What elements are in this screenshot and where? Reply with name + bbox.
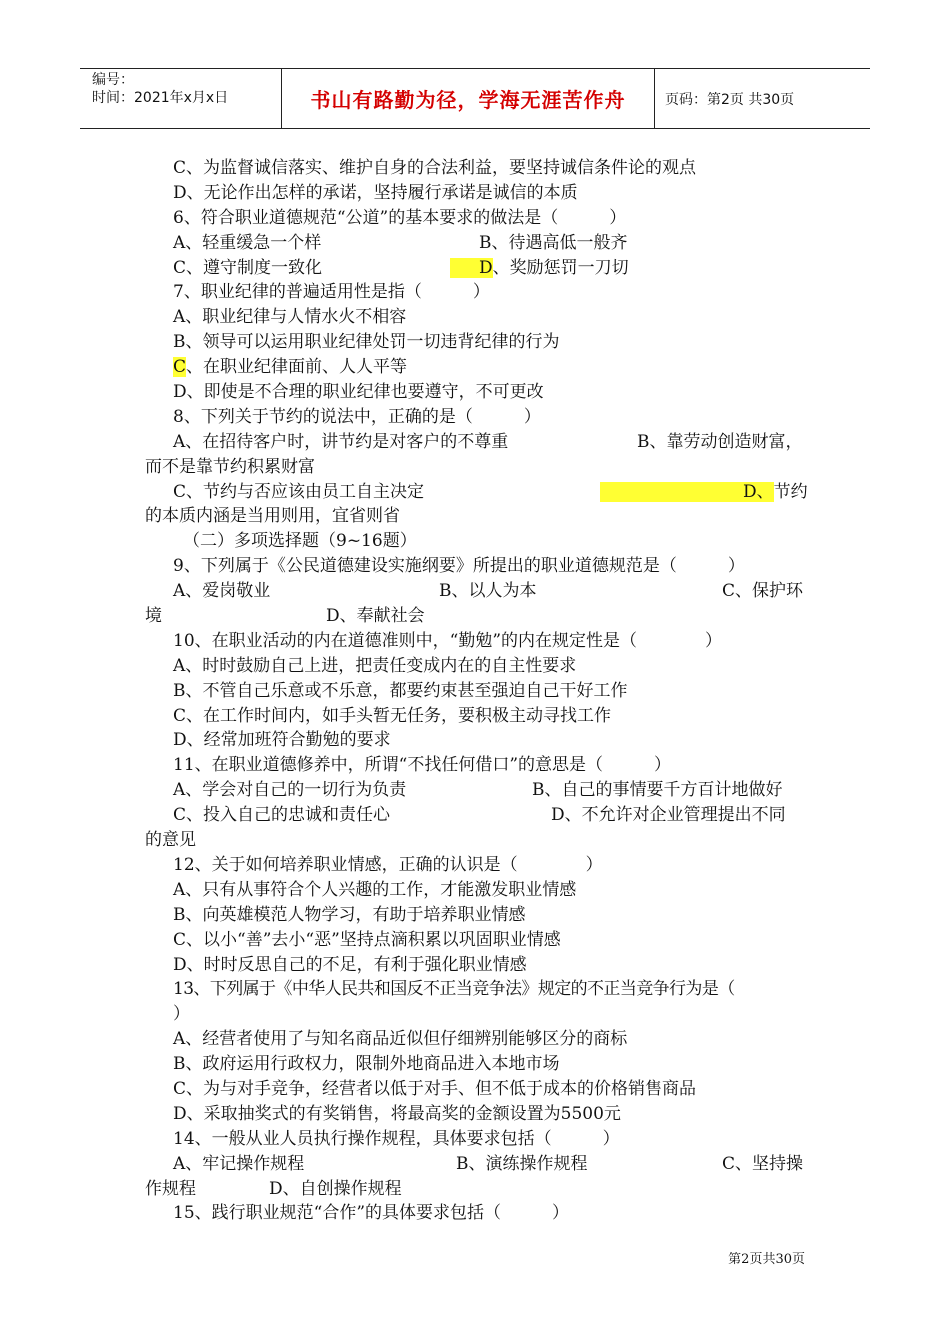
text-line: 的意见 <box>145 830 196 851</box>
option-a: A、在招待客户时，讲节约是对客户的不尊重 <box>173 431 509 452</box>
option-row <box>145 1152 810 1177</box>
answer-highlight: D、 <box>600 482 774 502</box>
option-row <box>145 778 810 803</box>
option-row <box>145 256 810 281</box>
question-12: 12、关于如何培养职业情感，正确的认识是（ ） <box>173 854 603 875</box>
option-c: C、在工作时间内，如手头暂无任务，要积极主动寻找工作 <box>173 705 612 726</box>
option-a: A、职业纪律与人情水火不相容 <box>173 307 407 328</box>
question-8: 8、下列关于节约的说法中，正确的是（ ） <box>173 406 541 427</box>
text-line: 作规程 <box>145 1178 196 1199</box>
option-c: C、为与对手竞争，经营者以低于对手、但不低于成本的价格销售商品 <box>173 1078 697 1099</box>
option-c: C、坚持操 <box>722 1153 804 1174</box>
option-row <box>145 480 810 505</box>
option-b: B、靠劳动创造财富， <box>637 431 803 452</box>
document-body <box>145 156 810 1226</box>
option-a: A、轻重缓急一个样 <box>173 232 322 253</box>
option-b: B、演练操作规程 <box>456 1153 588 1174</box>
option-a: A、只有从事符合个人兴趣的工作，才能激发职业情感 <box>173 879 577 900</box>
header-table <box>80 68 870 129</box>
option-row <box>145 604 810 629</box>
question-6: 6、符合职业道德规范“公道”的基本要求的做法是（ ） <box>173 207 627 228</box>
option-row <box>145 1177 810 1202</box>
option-d: D、不允许对企业管理提出不同 <box>551 805 786 826</box>
option-d: D、奖励惩罚一刀切 <box>450 256 629 281</box>
text-line: D、无论作出怎样的承诺，坚持履行承诺是诚信的本质 <box>173 182 578 203</box>
option-row <box>145 430 810 455</box>
time-label: 时间：2021年x月x日 <box>92 90 229 106</box>
option-b: B、政府运用行政权力，限制外地商品进入本地市场 <box>173 1054 560 1075</box>
option-a: A、经营者使用了与知名商品近似但仔细辨别能够区分的商标 <box>173 1029 628 1050</box>
text-line: 而不是靠节约积累财富 <box>145 456 315 477</box>
text-line: 境 <box>145 606 162 627</box>
option-d: D、经常加班符合勤勉的要求 <box>173 730 391 751</box>
option-row <box>145 579 810 604</box>
option-c: C、遵守制度一致化 <box>173 257 323 278</box>
option-a: A、爱岗敬业 <box>173 581 271 602</box>
option-d: D、自创操作规程 <box>269 1178 402 1199</box>
option-d: D、时时反思自己的不足，有利于强化职业情感 <box>173 954 527 975</box>
option-d: D、即使是不合理的职业纪律也要遵守，不可更改 <box>173 382 544 403</box>
option-b: B、不管自己乐意或不乐意，都要约束甚至强迫自己干好工作 <box>173 680 628 701</box>
option-row <box>145 231 810 256</box>
question-7: 7、职业纪律的普遍适用性是指（ ） <box>173 282 490 303</box>
option-c: C、节约与否应该由员工自主决定 <box>173 481 425 502</box>
section-heading: （二）多项选择题（9~16题） <box>183 531 417 552</box>
question-9: 9、下列属于《公民道德建设实施纲要》所提出的职业道德规范是（ ） <box>173 556 745 577</box>
option-d: D、采取抽奖式的有奖销售，将最高奖的金额设置为5500元 <box>173 1103 621 1124</box>
text-line: ） <box>173 1004 190 1025</box>
answer-highlight: C <box>173 357 187 378</box>
option-b: B、待遇高低一般齐 <box>479 232 628 253</box>
option-c: C、保护环 <box>722 581 804 602</box>
question-10: 10、在职业活动的内在道德准则中，“勤勉”的内在规定性是（ ） <box>173 630 723 651</box>
text-line: C、为监督诚信落实、维护自身的合法利益，要坚持诚信条件论的观点 <box>173 158 697 178</box>
option-a: A、时时鼓励自己上进，把责任变成内在的自主性要求 <box>173 655 577 676</box>
option-c: C、投入自己的忠诚和责任心 <box>173 805 391 826</box>
option-a: A、学会对自己的一切行为负责 <box>173 780 407 801</box>
question-11: 11、在职业道德修养中，所谓“不找任何借口”的意思是（ ） <box>173 755 672 776</box>
answer-highlight: D <box>450 258 493 278</box>
page-footer: 第2页共30页 <box>728 1252 805 1267</box>
option-a: A、牢记操作规程 <box>173 1153 305 1174</box>
question-14: 14、一般从业人员执行操作规程，具体要求包括（ ） <box>173 1128 620 1149</box>
option-d: D、奉献社会 <box>326 606 425 627</box>
text-line: 的本质内涵是当用则用，宜省则省 <box>145 506 400 527</box>
header-motto: 书山有路勤为径，学海无涯苦作舟 <box>282 69 655 128</box>
question-15: 15、践行职业规范“合作”的具体要求包括（ ） <box>173 1203 570 1224</box>
option-b: B、以人为本 <box>439 581 537 602</box>
option-row <box>145 803 810 828</box>
option-b: B、向英雄模范人物学习，有助于培养职业情感 <box>173 904 526 925</box>
option-b: B、自己的事情要千方百计地做好 <box>532 780 783 801</box>
header-page-info: 页码：第2页 共30页 <box>665 91 795 108</box>
option-c: C、在职业纪律面前、人人平等 <box>173 357 408 378</box>
option-b: B、领导可以运用职业纪律处罚一切违背纪律的行为 <box>173 332 560 353</box>
header-meta <box>80 69 282 128</box>
option-d: D、节约 <box>600 480 808 505</box>
code-label: 编号： <box>92 72 134 88</box>
option-c: C、以小“善”去小“恶”坚持点滴积累以巩固职业情感 <box>173 929 561 950</box>
question-13: 13、下列属于《中华人民共和国反不正当竞争法》规定的不正当竞争行为是（ <box>173 979 735 1000</box>
